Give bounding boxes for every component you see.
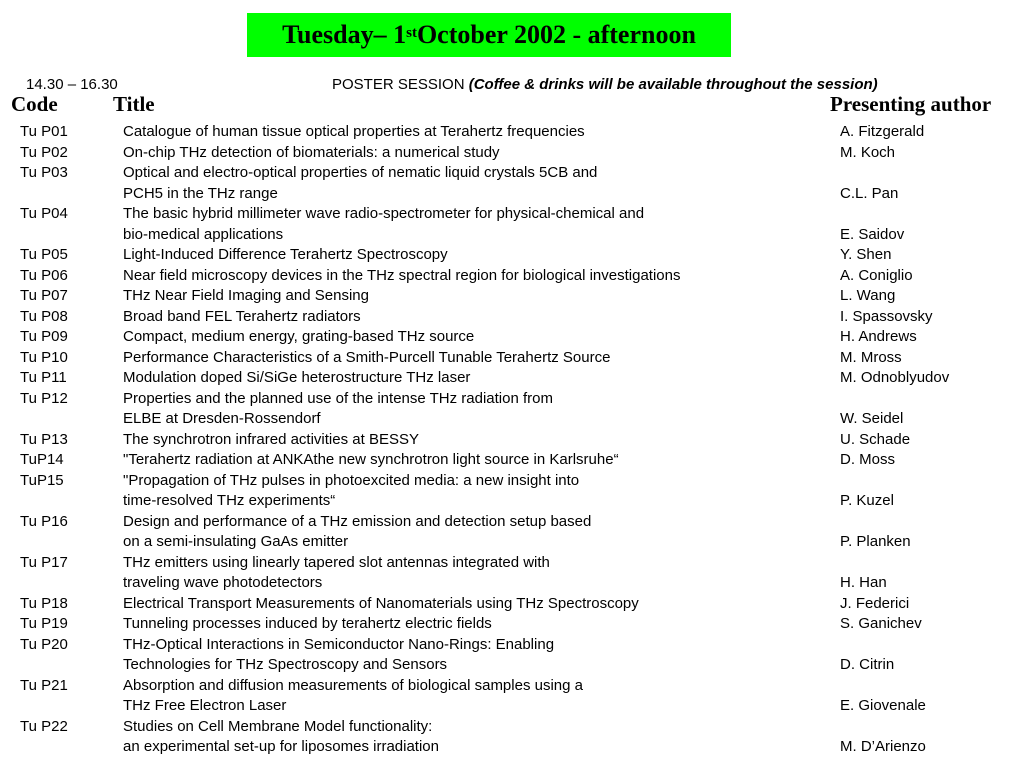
poster-code: Tu P11 xyxy=(20,369,67,386)
poster-list xyxy=(0,123,1024,759)
presenting-author: S. Ganichev xyxy=(840,615,922,632)
table-row xyxy=(0,718,1024,739)
poster-title: THz emitters using linearly tapered slot antennas integrated with xyxy=(123,553,550,571)
session-label xyxy=(332,76,878,93)
poster-code: Tu P12 xyxy=(20,389,68,407)
poster-code: Tu P21 xyxy=(20,676,68,694)
table-row xyxy=(0,677,1024,698)
poster-title: PCH5 in the THz range xyxy=(123,184,278,202)
presenting-author: M. Koch xyxy=(840,143,896,161)
table-row xyxy=(0,410,1024,431)
poster-code: Tu P20 xyxy=(20,635,68,653)
poster-code: Tu P05 xyxy=(20,246,68,263)
table-row xyxy=(0,349,1024,370)
table-row xyxy=(0,615,1024,636)
table-row xyxy=(0,123,1024,144)
presenting-author: E. Saidov xyxy=(840,225,905,243)
poster-code: Tu P01 xyxy=(20,123,68,140)
table-row xyxy=(0,595,1024,616)
poster-title: THz Near Field Imaging and Sensing xyxy=(123,287,369,304)
table-row xyxy=(0,472,1024,493)
poster-title: Compact, medium energy, grating-based THz source xyxy=(123,328,475,345)
table-row xyxy=(0,205,1024,226)
table-row xyxy=(0,328,1024,349)
poster-code: Tu P13 xyxy=(20,430,68,448)
table-row xyxy=(0,533,1024,554)
table-row xyxy=(0,574,1024,595)
column-header-title: Title xyxy=(113,92,155,116)
presenting-author: L. Wang xyxy=(840,287,896,304)
poster-title: THz-Optical Interactions in Semiconductor Nano-Rings: Enabling xyxy=(123,635,555,653)
presenting-author: I. Spassovsky xyxy=(840,307,933,325)
poster-code: Tu P22 xyxy=(20,717,68,735)
poster-title: Absorption and diffusion measurements of biological samples using a xyxy=(123,676,583,694)
presenting-author: Y. Shen xyxy=(840,246,892,263)
poster-title: THz Free Electron Laser xyxy=(123,697,287,714)
title-prefix: Tuesday– 1 xyxy=(282,20,407,49)
presenting-author: P. Kuzel xyxy=(840,492,894,509)
presenting-author: U. Schade xyxy=(840,430,911,448)
poster-code: Tu P07 xyxy=(20,287,68,304)
presenting-author: P. Planken xyxy=(840,533,911,550)
poster-title: Technologies for THz Spectroscopy and Sensors xyxy=(123,656,448,673)
poster-code: Tu P19 xyxy=(20,615,68,632)
presenting-author: D. Moss xyxy=(840,451,896,468)
poster-code: Tu P02 xyxy=(20,143,68,161)
poster-code: Tu P16 xyxy=(20,512,68,530)
poster-title: The basic hybrid millimeter wave radio-spectrometer for physical-chemical and xyxy=(123,205,645,222)
presenting-author: A. Coniglio xyxy=(840,266,913,284)
poster-title: Electrical Transport Measurements of Nanomaterials using THz Spectroscopy xyxy=(123,594,639,612)
table-row xyxy=(0,451,1024,472)
poster-title: bio-medical applications xyxy=(123,225,284,243)
poster-code: Tu P03 xyxy=(20,164,68,181)
table-row xyxy=(0,738,1024,759)
session-note: (Coffee & drinks will be available throughout the session) xyxy=(468,76,878,93)
presenting-author: M. D’Arienzo xyxy=(840,738,926,755)
session-name: POSTER SESSION xyxy=(332,76,469,93)
table-row xyxy=(0,636,1024,657)
table-row xyxy=(0,308,1024,329)
table-row xyxy=(0,369,1024,390)
table-row xyxy=(0,164,1024,185)
poster-title: Catalogue of human tissue optical properties at Terahertz frequencies xyxy=(123,123,585,140)
poster-code: Tu P08 xyxy=(20,307,68,325)
presenting-author: A. Fitzgerald xyxy=(840,123,925,140)
title-superscript: st xyxy=(406,24,417,41)
poster-title: Design and performance of a THz emission and detection setup based xyxy=(123,512,592,530)
table-row xyxy=(0,390,1024,411)
poster-code: TuP15 xyxy=(20,471,64,489)
poster-title: The synchrotron infrared activities at BESSY xyxy=(123,430,419,448)
presenting-author: W. Seidel xyxy=(840,410,904,427)
table-row xyxy=(0,267,1024,288)
poster-title: On-chip THz detection of biomaterials: a numerical study xyxy=(123,143,500,161)
table-row xyxy=(0,185,1024,206)
presenting-author: C.L. Pan xyxy=(840,184,899,202)
poster-title: time-resolved THz experiments“ xyxy=(123,492,336,509)
poster-title: Near field microscopy devices in the THz spectral region for biological investigations xyxy=(123,266,681,284)
poster-title: Properties and the planned use of the intense THz radiation from xyxy=(123,389,553,407)
poster-title: Broad band FEL Terahertz radiators xyxy=(123,307,361,325)
presenting-author: M. Odnoblyudov xyxy=(840,369,950,386)
poster-code: Tu P10 xyxy=(20,348,68,366)
table-row xyxy=(0,492,1024,513)
table-row xyxy=(0,144,1024,165)
poster-title: ELBE at Dresden-Rossendorf xyxy=(123,410,321,427)
table-row xyxy=(0,287,1024,308)
poster-title: Performance Characteristics of a Smith-Purcell Tunable Terahertz Source xyxy=(123,348,611,366)
presenting-author: J. Federici xyxy=(840,594,910,612)
poster-title: Optical and electro-optical properties of nematic liquid crystals 5CB and xyxy=(123,164,598,181)
session-time: 14.30 – 16.30 xyxy=(26,76,118,93)
table-row xyxy=(0,656,1024,677)
poster-code: TuP14 xyxy=(20,451,64,468)
column-header-author: Presenting author xyxy=(830,92,992,116)
poster-title: "Terahertz radiation at ANKAthe new synchrotron light source in Karlsruhe“ xyxy=(123,451,619,468)
page-title xyxy=(247,13,731,57)
presenting-author: H. Andrews xyxy=(840,328,917,345)
table-row xyxy=(0,554,1024,575)
table-row xyxy=(0,697,1024,718)
poster-title: "Propagation of THz pulses in photoexcited media: a new insight into xyxy=(123,471,580,489)
table-row xyxy=(0,246,1024,267)
poster-title: Modulation doped Si/SiGe heterostructure THz laser xyxy=(123,369,471,386)
poster-code: Tu P06 xyxy=(20,266,68,284)
poster-title: Tunneling processes induced by terahertz electric fields xyxy=(123,615,492,632)
table-row xyxy=(0,431,1024,452)
poster-title: traveling wave photodetectors xyxy=(123,574,323,591)
presenting-author: M. Mross xyxy=(840,348,902,366)
poster-title: Light-Induced Difference Terahertz Spectroscopy xyxy=(123,246,448,263)
poster-title: on a semi-insulating GaAs emitter xyxy=(123,533,349,550)
poster-code: Tu P04 xyxy=(20,205,68,222)
title-suffix: October 2002 - afternoon xyxy=(416,20,696,49)
poster-code: Tu P09 xyxy=(20,328,68,345)
presenting-author: H. Han xyxy=(840,574,887,591)
poster-title: an experimental set-up for liposomes irradiation xyxy=(123,738,439,755)
poster-title: Studies on Cell Membrane Model functionality: xyxy=(123,717,433,735)
presenting-author: D. Citrin xyxy=(840,656,895,673)
column-header-code: Code xyxy=(11,92,58,116)
poster-code: Tu P17 xyxy=(20,553,68,571)
table-row xyxy=(0,513,1024,534)
presenting-author: E. Giovenale xyxy=(840,697,926,714)
table-row xyxy=(0,226,1024,247)
poster-code: Tu P18 xyxy=(20,594,68,612)
